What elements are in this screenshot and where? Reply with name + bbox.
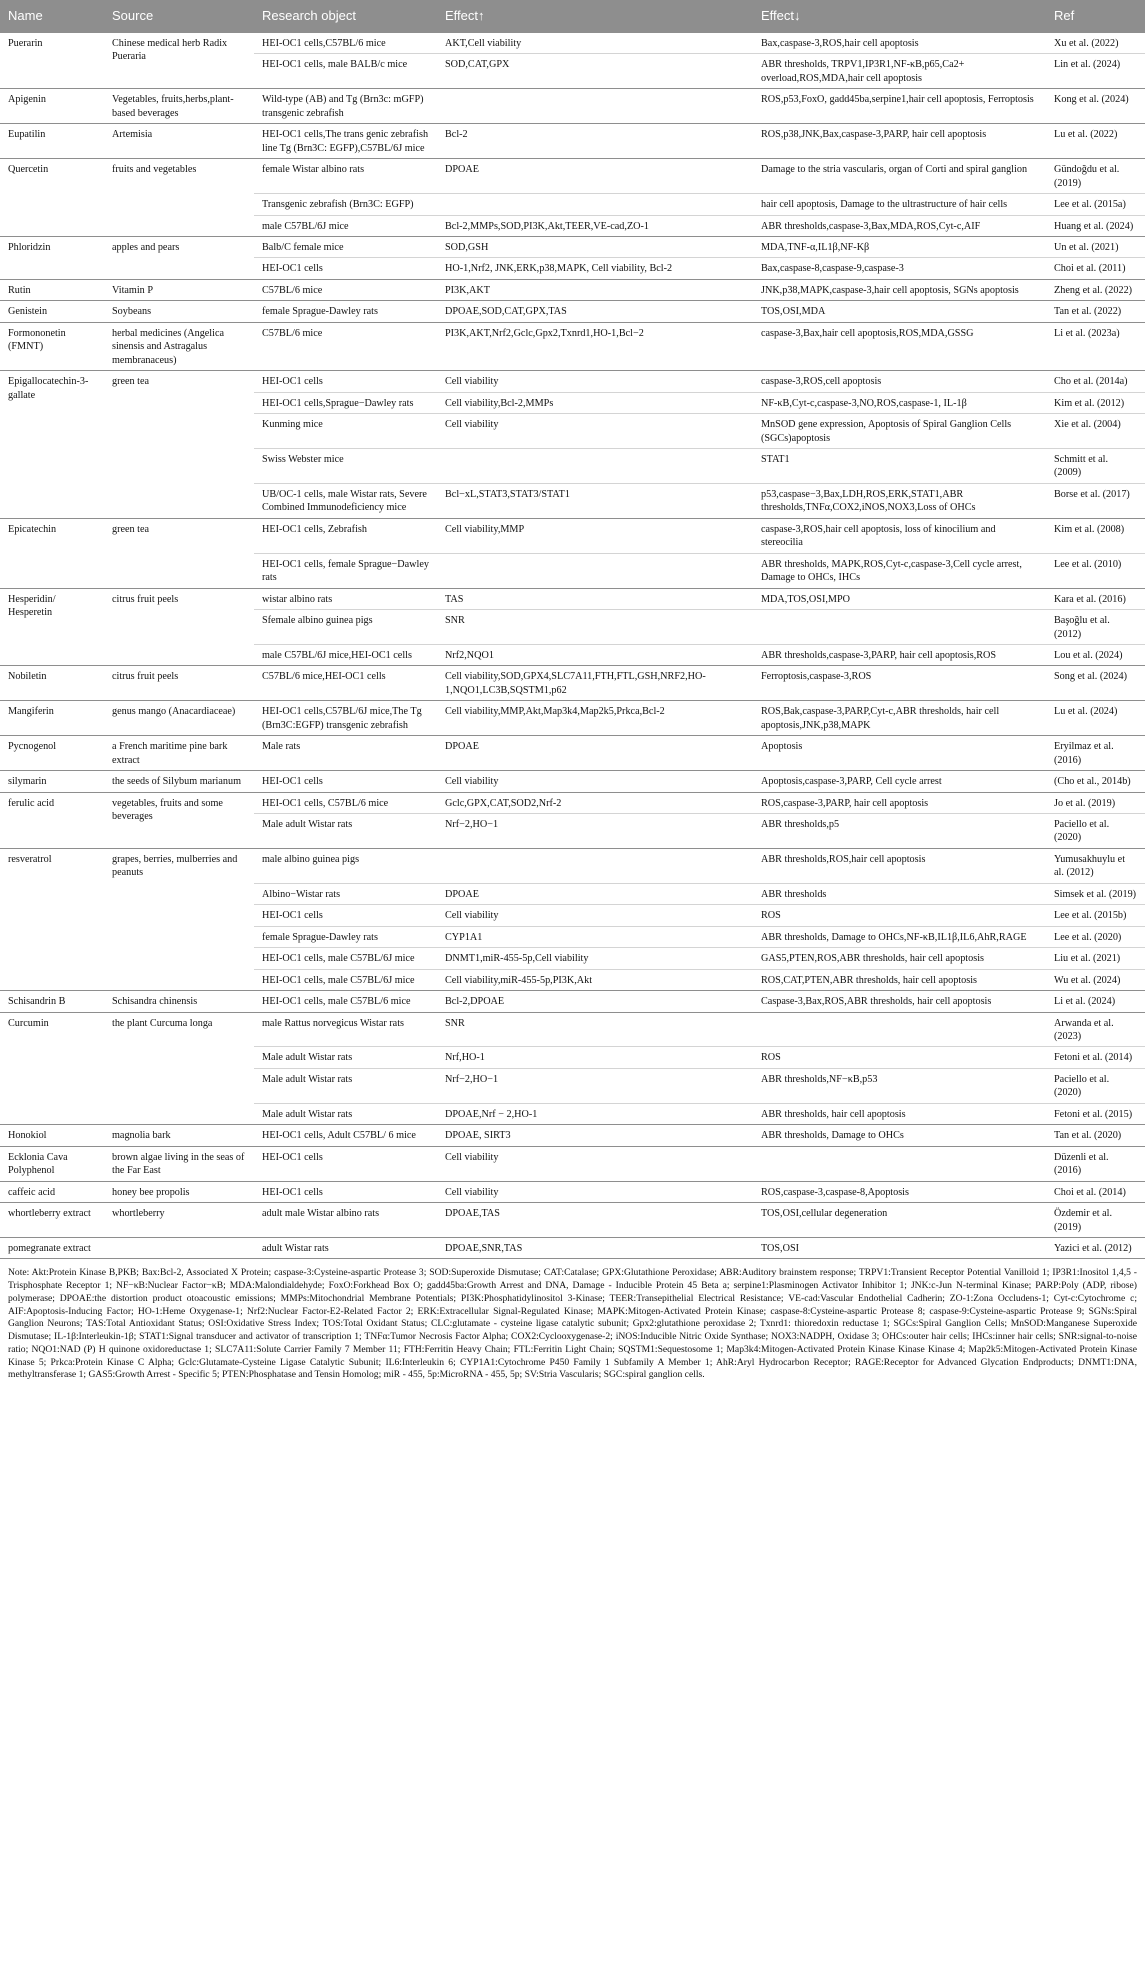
table-body — [0, 33, 1145, 1259]
cell-ref: Paciello et al. (2020) — [1046, 814, 1145, 849]
table-row — [0, 322, 1145, 370]
cell-research-object: HEI-OC1 cells — [254, 371, 437, 392]
cell-effect-up: Cell viability — [437, 771, 753, 792]
cell-effect-down: caspase-3,ROS,cell apoptosis — [753, 371, 1046, 392]
cell-effect-down: ABR thresholds, MAPK,ROS,Cyt-c,caspase-3,Cell cycle arrest, Damage to OHCs, IHCs — [753, 553, 1046, 588]
cell-effect-down: Ferroptosis,caspase-3,ROS — [753, 666, 1046, 701]
cell-source: herbal medicines (Angelica sinensis and Astragalus membranaceus) — [104, 322, 254, 370]
cell-name: Pycnogenol — [0, 736, 104, 771]
cell-effect-down: MnSOD gene expression, Apoptosis of Spiral Ganglion Cells (SGCs)apoptosis — [753, 414, 1046, 449]
cell-ref: Başoğlu et al. (2012) — [1046, 610, 1145, 645]
cell-source: Vitamin P — [104, 279, 254, 300]
cell-ref: Tan et al. (2020) — [1046, 1125, 1145, 1146]
cell-ref: Lu et al. (2024) — [1046, 701, 1145, 736]
cell-research-object: HEI-OC1 cells — [254, 258, 437, 279]
cell-research-object: Male adult Wistar rats — [254, 1068, 437, 1103]
cell-ref: Lu et al. (2022) — [1046, 124, 1145, 159]
cell-ref: Song et al. (2024) — [1046, 666, 1145, 701]
table-row — [0, 771, 1145, 792]
cell-name: Curcumin — [0, 1012, 104, 1125]
cell-effect-up: Cell viability,Bcl-2,MMPs — [437, 392, 753, 413]
table-row — [0, 848, 1145, 883]
table-row — [0, 301, 1145, 322]
table-row — [0, 666, 1145, 701]
cell-research-object: C57BL/6 mice — [254, 279, 437, 300]
table-row — [0, 33, 1145, 54]
cell-effect-up: SNR — [437, 1012, 753, 1047]
cell-effect-down: caspase-3,Bax,hair cell apoptosis,ROS,MDA,GSSG — [753, 322, 1046, 370]
cell-effect-down: ABR thresholds,caspase-3,Bax,MDA,ROS,Cyt-c,AIF — [753, 215, 1046, 236]
cell-source: whortleberry — [104, 1203, 254, 1238]
cell-effect-down: ROS,p38,JNK,Bax,caspase-3,PARP, hair cell apoptosis — [753, 124, 1046, 159]
cell-effect-up: Cell viability — [437, 371, 753, 392]
cell-effect-down: ABR thresholds,caspase-3,PARP, hair cell apoptosis,ROS — [753, 644, 1046, 665]
cell-effect-up: DPOAE — [437, 883, 753, 904]
cell-ref: Liu et al. (2021) — [1046, 948, 1145, 969]
cell-name: caffeic acid — [0, 1181, 104, 1202]
cell-research-object: female Sprague-Dawley rats — [254, 301, 437, 322]
cell-research-object: C57BL/6 mice,HEI-OC1 cells — [254, 666, 437, 701]
cell-effect-down: Apoptosis — [753, 736, 1046, 771]
cell-effect-down: ABR thresholds, Damage to OHCs — [753, 1125, 1046, 1146]
cell-effect-up: DPOAE — [437, 159, 753, 194]
cell-effect-down: NF-κB,Cyt-c,caspase-3,NO,ROS,caspase-1, IL-1β — [753, 392, 1046, 413]
cell-effect-up: Cell viability — [437, 414, 753, 449]
cell-effect-down: ABR thresholds,p5 — [753, 814, 1046, 849]
cell-source: honey bee propolis — [104, 1181, 254, 1202]
cell-ref: Yumusakhuylu et al. (2012) — [1046, 848, 1145, 883]
cell-effect-up: Bcl−xL,STAT3,STAT3/STAT1 — [437, 483, 753, 518]
cell-research-object: Transgenic zebrafish (Brn3C: EGFP) — [254, 194, 437, 215]
cell-ref: Cho et al. (2014a) — [1046, 371, 1145, 392]
cell-source: Chinese medical herb Radix Pueraria — [104, 33, 254, 89]
cell-source: brown algae living in the seas of the Far East — [104, 1146, 254, 1181]
cell-research-object: male albino guinea pigs — [254, 848, 437, 883]
cell-source: Artemisia — [104, 124, 254, 159]
cell-research-object: HEI-OC1 cells, male C57BL/6J mice — [254, 969, 437, 990]
cell-research-object: C57BL/6 mice — [254, 322, 437, 370]
cell-ref: Kara et al. (2016) — [1046, 588, 1145, 609]
cell-effect-up: SNR — [437, 610, 753, 645]
cell-ref: Lee et al. (2020) — [1046, 926, 1145, 947]
table-row — [0, 588, 1145, 609]
cell-effect-up: Bcl-2 — [437, 124, 753, 159]
cell-research-object: female Wistar albino rats — [254, 159, 437, 194]
cell-source: Vegetables, fruits,herbs,plant-based beverages — [104, 89, 254, 124]
cell-effect-up: DPOAE,SNR,TAS — [437, 1238, 753, 1259]
cell-research-object: HEI-OC1 cells, female Sprague−Dawley rats — [254, 553, 437, 588]
cell-ref: Lou et al. (2024) — [1046, 644, 1145, 665]
cell-source: apples and pears — [104, 236, 254, 279]
cell-effect-down: TOS,OSI,cellular degeneration — [753, 1203, 1046, 1238]
cell-research-object: UB/OC-1 cells, male Wistar rats, Severe Combined Immunodeficiency mice — [254, 483, 437, 518]
cell-ref: Lee et al. (2015a) — [1046, 194, 1145, 215]
cell-effect-down: GAS5,PTEN,ROS,ABR thresholds, hair cell apoptosis — [753, 948, 1046, 969]
cell-ref: Lee et al. (2010) — [1046, 553, 1145, 588]
cell-research-object: Male rats — [254, 736, 437, 771]
cell-effect-down: ABR thresholds,ROS,hair cell apoptosis — [753, 848, 1046, 883]
cell-effect-down: MDA,TNF-α,IL1β,NF-Kβ — [753, 236, 1046, 257]
cell-source: magnolia bark — [104, 1125, 254, 1146]
cell-effect-down: ABR thresholds, Damage to OHCs,NF-κB,IL1β,IL6,AhR,RAGE — [753, 926, 1046, 947]
cell-effect-down: ABR thresholds,NF−κB,p53 — [753, 1068, 1046, 1103]
table-row — [0, 279, 1145, 300]
table-row — [0, 236, 1145, 257]
cell-effect-up: Gclc,GPX,CAT,SOD2,Nrf-2 — [437, 792, 753, 813]
cell-source: citrus fruit peels — [104, 588, 254, 666]
cell-name: Puerarin — [0, 33, 104, 89]
cell-effect-up — [437, 89, 753, 124]
cell-research-object: adult male Wistar albino rats — [254, 1203, 437, 1238]
cell-effect-down — [753, 1146, 1046, 1181]
cell-effect-up: DPOAE, SIRT3 — [437, 1125, 753, 1146]
cell-effect-up: PI3K,AKT,Nrf2,Gclc,Gpx2,Txnrd1,HO-1,Bcl−2 — [437, 322, 753, 370]
cell-name: Formononetin (FMNT) — [0, 322, 104, 370]
table-row — [0, 701, 1145, 736]
cell-name: Mangiferin — [0, 701, 104, 736]
cell-effect-up: CYP1A1 — [437, 926, 753, 947]
cell-source: the plant Curcuma longa — [104, 1012, 254, 1125]
cell-name: ferulic acid — [0, 792, 104, 848]
cell-ref: Jo et al. (2019) — [1046, 792, 1145, 813]
header-effect-down: Effect↓ — [753, 0, 1046, 33]
cell-effect-down — [753, 610, 1046, 645]
cell-research-object: Kunming mice — [254, 414, 437, 449]
cell-research-object: male C57BL/6J mice — [254, 215, 437, 236]
cell-effect-up: TAS — [437, 588, 753, 609]
cell-effect-up: DPOAE — [437, 736, 753, 771]
cell-effect-down: Caspase-3,Bax,ROS,ABR thresholds, hair cell apoptosis — [753, 991, 1046, 1012]
cell-source: citrus fruit peels — [104, 666, 254, 701]
cell-ref: Choi et al. (2011) — [1046, 258, 1145, 279]
cell-effect-up — [437, 553, 753, 588]
cell-effect-down: STAT1 — [753, 448, 1046, 483]
table-row — [0, 159, 1145, 194]
cell-research-object: HEI-OC1 cells,C57BL/6J mice,The Tg (Brn3C:EGFP) transgenic zebrafish — [254, 701, 437, 736]
cell-effect-up: Bcl-2,MMPs,SOD,PI3K,Akt,TEER,VE-cad,ZO-1 — [437, 215, 753, 236]
cell-research-object: HEI-OC1 cells,The trans genic zebrafish line Tg (Brn3C: EGFP),C57BL/6J mice — [254, 124, 437, 159]
cell-research-object: Wild-type (AB) and Tg (Brn3c: mGFP) transgenic zebrafish — [254, 89, 437, 124]
cell-research-object: HEI-OC1 cells, male BALB/c mice — [254, 54, 437, 89]
cell-source — [104, 1238, 254, 1259]
cell-effect-up: Cell viability,MMP — [437, 518, 753, 553]
cell-effect-down: Apoptosis,caspase-3,PARP, Cell cycle arrest — [753, 771, 1046, 792]
cell-effect-up: Nrf−2,HO−1 — [437, 1068, 753, 1103]
cell-research-object: HEI-OC1 cells — [254, 771, 437, 792]
cell-effect-down — [753, 1012, 1046, 1047]
cell-ref: Kim et al. (2012) — [1046, 392, 1145, 413]
cell-source: fruits and vegetables — [104, 159, 254, 237]
cell-research-object: wistar albino rats — [254, 588, 437, 609]
cell-effect-up: Nrf,HO-1 — [437, 1047, 753, 1068]
cell-research-object: HEI-OC1 cells — [254, 1146, 437, 1181]
cell-ref: Schmitt et al. (2009) — [1046, 448, 1145, 483]
cell-ref: (Cho et al., 2014b) — [1046, 771, 1145, 792]
cell-research-object: HEI-OC1 cells, male C57BL/6J mice — [254, 948, 437, 969]
cell-effect-up: DNMT1,miR-455-5p,Cell viability — [437, 948, 753, 969]
cell-research-object: Albino−Wistar rats — [254, 883, 437, 904]
table-row — [0, 1181, 1145, 1202]
cell-ref: Xie et al. (2004) — [1046, 414, 1145, 449]
table-row — [0, 1125, 1145, 1146]
cell-name: Honokiol — [0, 1125, 104, 1146]
cell-effect-down: caspase-3,ROS,hair cell apoptosis, loss of kinocilium and stereocilia — [753, 518, 1046, 553]
cell-ref: Tan et al. (2022) — [1046, 301, 1145, 322]
cell-effect-up — [437, 194, 753, 215]
cell-effect-up: Cell viability,miR-455-5p,PI3K,Akt — [437, 969, 753, 990]
header-effect-up: Effect↑ — [437, 0, 753, 33]
cell-effect-up: Cell viability — [437, 905, 753, 926]
cell-effect-down: ROS,CAT,PTEN,ABR thresholds, hair cell apoptosis — [753, 969, 1046, 990]
cell-research-object: male Rattus norvegicus Wistar rats — [254, 1012, 437, 1047]
cell-effect-down: Bax,caspase-3,ROS,hair cell apoptosis — [753, 33, 1046, 54]
cell-effect-up: Cell viability,MMP,Akt,Map3k4,Map2k5,Prkca,Bcl-2 — [437, 701, 753, 736]
cell-research-object: HEI-OC1 cells — [254, 905, 437, 926]
cell-effect-up: SOD,GSH — [437, 236, 753, 257]
cell-name: Schisandrin B — [0, 991, 104, 1012]
cell-effect-down: hair cell apoptosis, Damage to the ultrastructure of hair cells — [753, 194, 1046, 215]
cell-research-object: adult Wistar rats — [254, 1238, 437, 1259]
cell-ref: Fetoni et al. (2014) — [1046, 1047, 1145, 1068]
cell-effect-up: Cell viability,SOD,GPX4,SLC7A11,FTH,FTL,GSH,NRF2,HO-1,NQO1,LC3B,SQSTM1,p62 — [437, 666, 753, 701]
cell-ref: Eryilmaz et al. (2016) — [1046, 736, 1145, 771]
cell-effect-up: SOD,CAT,GPX — [437, 54, 753, 89]
table-row — [0, 518, 1145, 553]
cell-name: Ecklonia Cava Polyphenol — [0, 1146, 104, 1181]
cell-source: the seeds of Silybum marianum — [104, 771, 254, 792]
table-row — [0, 1238, 1145, 1259]
cell-ref: Fetoni et al. (2015) — [1046, 1103, 1145, 1124]
cell-name: silymarin — [0, 771, 104, 792]
cell-effect-down: ABR thresholds, TRPV1,IP3R1,NF-κB,p65,Ca2+ overload,ROS,MDA,hair cell apoptosis — [753, 54, 1046, 89]
cell-ref: Zheng et al. (2022) — [1046, 279, 1145, 300]
cell-effect-up: DPOAE,TAS — [437, 1203, 753, 1238]
cell-name: Apigenin — [0, 89, 104, 124]
header-source: Source — [104, 0, 254, 33]
table-row — [0, 1012, 1145, 1047]
table-row — [0, 1203, 1145, 1238]
cell-effect-down: JNK,p38,MAPK,caspase-3,hair cell apoptosis, SGNs apoptosis — [753, 279, 1046, 300]
cell-name: Hesperidin/ Hesperetin — [0, 588, 104, 666]
cell-name: Quercetin — [0, 159, 104, 237]
cell-ref: Arwanda et al. (2023) — [1046, 1012, 1145, 1047]
header-name: Name — [0, 0, 104, 33]
cell-ref: Kong et al. (2024) — [1046, 89, 1145, 124]
cell-effect-down: ROS,p53,FoxO, gadd45ba,serpine1,hair cell apoptosis, Ferroptosis — [753, 89, 1046, 124]
cell-ref: Özdemir et al. (2019) — [1046, 1203, 1145, 1238]
cell-ref: Simsek et al. (2019) — [1046, 883, 1145, 904]
cell-research-object: HEI-OC1 cells, C57BL/6 mice — [254, 792, 437, 813]
cell-effect-up: Cell viability — [437, 1146, 753, 1181]
header-ref: Ref — [1046, 0, 1145, 33]
table-row — [0, 1146, 1145, 1181]
cell-effect-down: MDA,TOS,OSI,MPO — [753, 588, 1046, 609]
header-research-object: Research object — [254, 0, 437, 33]
cell-name: Epigallocatechin-3-gallate — [0, 371, 104, 519]
cell-research-object: Balb/C female mice — [254, 236, 437, 257]
cell-ref: Lee et al. (2015b) — [1046, 905, 1145, 926]
cell-effect-up: Cell viability — [437, 1181, 753, 1202]
cell-effect-down: ABR thresholds — [753, 883, 1046, 904]
cell-ref: Gündoğdu et al. (2019) — [1046, 159, 1145, 194]
cell-ref: Yazici et al. (2012) — [1046, 1238, 1145, 1259]
cell-source: Soybeans — [104, 301, 254, 322]
cell-name: resveratrol — [0, 848, 104, 990]
cell-research-object: Male adult Wistar rats — [254, 814, 437, 849]
cell-name: Nobiletin — [0, 666, 104, 701]
cell-ref: Düzenli et al. (2016) — [1046, 1146, 1145, 1181]
cell-name: whortleberry extract — [0, 1203, 104, 1238]
cell-effect-up — [437, 448, 753, 483]
cell-effect-down: ROS,caspase-3,caspase-8,Apoptosis — [753, 1181, 1046, 1202]
cell-ref: Li et al. (2024) — [1046, 991, 1145, 1012]
cell-research-object: male C57BL/6J mice,HEI-OC1 cells — [254, 644, 437, 665]
cell-effect-down: p53,caspase−3,Bax,LDH,ROS,ERK,STAT1,ABR thresholds,TNFα,COX2,iNOS,NOX3,Loss of OHCs — [753, 483, 1046, 518]
cell-ref: Choi et al. (2014) — [1046, 1181, 1145, 1202]
cell-research-object: Male adult Wistar rats — [254, 1047, 437, 1068]
cell-research-object: Swiss Webster mice — [254, 448, 437, 483]
cell-name: Rutin — [0, 279, 104, 300]
cell-source: Schisandra chinensis — [104, 991, 254, 1012]
cell-effect-down: ABR thresholds, hair cell apoptosis — [753, 1103, 1046, 1124]
cell-source: green tea — [104, 518, 254, 588]
cell-name: Eupatilin — [0, 124, 104, 159]
cell-ref: Un et al. (2021) — [1046, 236, 1145, 257]
cell-research-object: HEI-OC1 cells, Adult C57BL/ 6 mice — [254, 1125, 437, 1146]
cell-name: Epicatechin — [0, 518, 104, 588]
table-row — [0, 371, 1145, 392]
cell-effect-up: PI3K,AKT — [437, 279, 753, 300]
cell-ref: Huang et al. (2024) — [1046, 215, 1145, 236]
cell-effect-up: HO-1,Nrf2, JNK,ERK,p38,MAPK, Cell viability, Bcl-2 — [437, 258, 753, 279]
cell-effect-up — [437, 848, 753, 883]
table-header — [0, 0, 1145, 33]
cell-effect-down: Bax,caspase-8,caspase-9,caspase-3 — [753, 258, 1046, 279]
cell-source: grapes, berries, mulberries and peanuts — [104, 848, 254, 990]
table-row — [0, 89, 1145, 124]
cell-ref: Kim et al. (2008) — [1046, 518, 1145, 553]
cell-name: Phloridzin — [0, 236, 104, 279]
cell-research-object: HEI-OC1 cells — [254, 1181, 437, 1202]
table-row — [0, 792, 1145, 813]
cell-name: pomegranate extract — [0, 1238, 104, 1259]
cell-effect-down: ROS,caspase-3,PARP, hair cell apoptosis — [753, 792, 1046, 813]
cell-ref: Lin et al. (2024) — [1046, 54, 1145, 89]
cell-effect-up: AKT,Cell viability — [437, 33, 753, 54]
cell-effect-down: ROS — [753, 905, 1046, 926]
cell-research-object: HEI-OC1 cells,Sprague−Dawley rats — [254, 392, 437, 413]
cell-effect-down: TOS,OSI — [753, 1238, 1046, 1259]
cell-research-object: HEI-OC1 cells,C57BL/6 mice — [254, 33, 437, 54]
cell-source: vegetables, fruits and some beverages — [104, 792, 254, 848]
cell-effect-up: DPOAE,SOD,CAT,GPX,TAS — [437, 301, 753, 322]
cell-effect-down: TOS,OSI,MDA — [753, 301, 1046, 322]
cell-source: genus mango (Anacardiaceae) — [104, 701, 254, 736]
cell-effect-down: Damage to the stria vascularis, organ of Corti and spiral ganglion — [753, 159, 1046, 194]
cell-effect-up: DPOAE,Nrf − 2,HO-1 — [437, 1103, 753, 1124]
table-row — [0, 991, 1145, 1012]
cell-ref: Paciello et al. (2020) — [1046, 1068, 1145, 1103]
cell-ref: Xu et al. (2022) — [1046, 33, 1145, 54]
cell-effect-down: ROS — [753, 1047, 1046, 1068]
table-row — [0, 124, 1145, 159]
cell-effect-down: ROS,Bak,caspase-3,PARP,Cyt-c,ABR thresholds, hair cell apoptosis,JNK,p38,MAPK — [753, 701, 1046, 736]
table-row — [0, 736, 1145, 771]
cell-effect-up: Bcl-2,DPOAE — [437, 991, 753, 1012]
cell-ref: Wu et al. (2024) — [1046, 969, 1145, 990]
cell-effect-up: Nrf−2,HO−1 — [437, 814, 753, 849]
table-note: Note: Akt:Protein Kinase B,PKB; Bax:Bcl-2, Associated X Protein; caspase-3:Cysteine-aspartic Protease 3; SOD:Superoxide Dismutase; CAT:Catalase; GPX:Glutathione Peroxidase; ABR:Auditory brainstem response; TRPV1:Transient Receptor Potential Vanilloid 1; IP3R1:Inositol 1,4,5 - Trisphosphate Receptor 1; NF−κB:Nuclear Factor−κB; MDA:Malondialdehyde; FoxO:Forkhead Box O; gadd45ba:Growth Arrest and DNA, Damage - Inducible Protein 45 Beta a; serpine1:Plasminogen Activator Inhibitor 1; JNK:c-Jun N-terminal Kinase; PARP:Poly (ADP, ribose) polymerase; DPOAE:the distortion product otoacoustic emissions; MMPs:Mitochondrial Membrane Potentials; PI3K:Phosphatidylinositol 3-Kinase; TEER:Transepithelial Electrical Resistance; VE-cad:Vascular Endothelial Cadherin; ZO-1:Zona Occludens-1; Cyt-c:Cytochrome c; AIF:Apoptosis-Inducing Factor; HO-1:Heme Oxygenase-1; Nrf2:Nuclear Factor-E2-Related Factor 2; ERK:Extracellular Signal-Regulated Kinase; MAPK:Mitogen-Activated Protein Kinase; caspase-8:Cysteine-aspartic Protease 8; caspase-9:Cysteine-aspartic Protease 9; SGNs:Spiral Ganglion Neurons; TAS:Total Antioxidant Status; OSI:Oxidative Stress Index; TOS:Total Oxidant Status; CLC:glutamate - cysteine ligase catalytic subunit; Gpx2:glutathione peroxidase 2; Txnrd1: thioredoxin reductase 1; SGCs:Spiral Ganglion Cells; MnSOD:Manganese Superoxide Dismutase; IL-1β:Interleukin-1β; STAT1:Signal transducer and activator of transcription 1; TNFα:Tumor Necrosis Factor Alpha; COX2:Cyclooxygenase-2; iNOS:Inducible Nitric Oxide Synthase; NOX3:NADPH, Oxidase 3; OHCs:outer hair cells; IHCs:inner hair cells; SNR:signal-to-noise ratio; NQO1:NAD (P) H quinone oxidoreductase 1; SLC7A11:Solute Carrier Family 7 Member 11; FTH:Ferritin Heavy Chain; FTL:Ferritin Light Chain; SQSTM1:Sequestosome 1; Map3k4:Mitogen-Activated Protein Kinase Kinase Kinase 4; Map2k5:Mitogen-Activated Protein Kinase Kinase 5; Prkca:Protein Kinase C Alpha; Gclc:Glutamate-Cysteine Ligase Catalytic Subunit; IL6:Interleukin 6; CYP1A1:Cytochrome P450 Family 1 Subfamily A Member 1; AhR:Aryl Hydrocarbon Receptor; RAGE:Receptor for Advanced Glycation Endproducts; DNMT1:DNA, methyltransferase 1; GAS5:Growth Arrest - Specific 5; PTEN:Phosphatase and Tensin Homolog; miR - 455, 5p:MicroRNA - 455, 5p; SV:Stria Vascularis; SGC:spiral ganglion cells. — [8, 1267, 1137, 1381]
cell-ref: Li et al. (2023a) — [1046, 322, 1145, 370]
cell-effect-up: Nrf2,NQO1 — [437, 644, 753, 665]
cell-research-object: female Sprague-Dawley rats — [254, 926, 437, 947]
cell-name: Genistein — [0, 301, 104, 322]
cell-research-object: Male adult Wistar rats — [254, 1103, 437, 1124]
cell-source: a French maritime pine bark extract — [104, 736, 254, 771]
cell-ref: Borse et al. (2017) — [1046, 483, 1145, 518]
cell-research-object: HEI-OC1 cells, Zebrafish — [254, 518, 437, 553]
cell-source: green tea — [104, 371, 254, 519]
cell-research-object: HEI-OC1 cells, male C57BL/6 mice — [254, 991, 437, 1012]
cell-research-object: Sfemale albino guinea pigs — [254, 610, 437, 645]
header-row — [0, 0, 1145, 33]
